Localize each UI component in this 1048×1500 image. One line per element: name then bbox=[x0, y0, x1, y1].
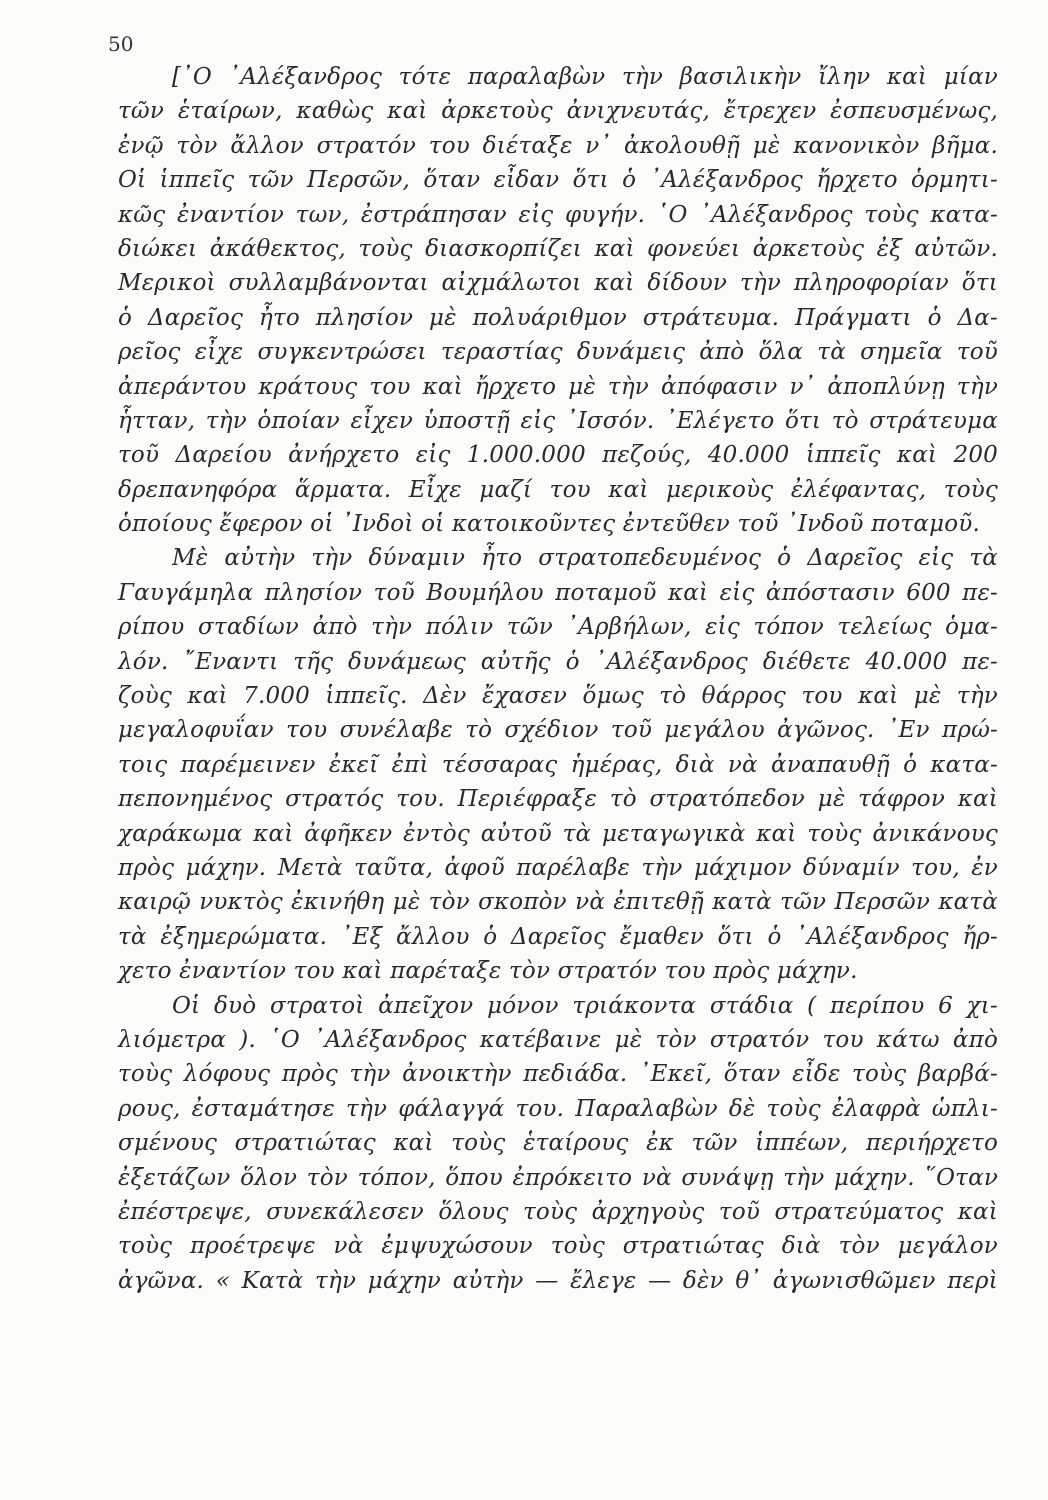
text-line: ρους, ἐσταμάτησε τὴν φάλαγγά του. Παραλαβὼν δὲ τοὺς ἐλαφρὰ ὡπλι- bbox=[118, 1095, 998, 1122]
text-line: ρεῖος εἶχε συγκεντρώσει τεραστίας δυνάμεις ἀπὸ ὅλα τὰ σημεῖα τοῦ bbox=[118, 339, 998, 366]
text-line: ἀπεράντου κράτους του καὶ ἤρχετο μὲ τὴν ἀπόφασιν ν᾿ ἀποπλύνῃ τὴν bbox=[118, 373, 998, 400]
text-line: [᾿Ο ᾿Αλέξανδρος τότε παραλαβὼν τὴν βασιλικὴν ἴλην καὶ μίαν bbox=[172, 64, 998, 90]
body-text bbox=[118, 60, 998, 1298]
text-line: ἀγῶνα. « Κατὰ τὴν μάχην αὐτὴν — ἔλεγε — δὲν θ᾿ ἀγωνισθῶμεν περὶ bbox=[118, 1267, 998, 1294]
text-line: χαράκωμα καὶ ἀφῆκεν ἐντὸς αὐτοῦ τὰ μεταγωγικὰ καὶ τοὺς ἀνικάνους bbox=[118, 820, 998, 847]
text-line: Οἱ δυὸ στρατοὶ ἀπεῖχον μόνον τριάκοντα στάδια ( περίπου 6 χι- bbox=[172, 992, 998, 1019]
text-line: ἐπέστρεψε, συνεκάλεσεν ὅλους τοὺς ἀρχηγοὺς τοῦ στρατεύματος καὶ bbox=[118, 1198, 998, 1225]
text-line: ἧτταν, τὴν ὁποίαν εἶχεν ὑποστῇ εἰς ᾿Ισσόν. ᾿Ελέγετο ὅτι τὸ στράτευμα bbox=[118, 407, 998, 434]
text-line: Οἱ ἱππεῖς τῶν Περσῶν, ὅταν εἶδαν ὅτι ὁ ᾿Αλέξανδρος ἤρχετο ὁρμητι- bbox=[118, 167, 998, 194]
text-line: πρὸς μάχην. Μετὰ ταῦτα, ἀφοῦ παρέλαβε τὴν μάχιμον δύναμίν του, ἐν bbox=[118, 854, 998, 881]
text-line: ρίπου σταδίων ἀπὸ τὴν πόλιν τῶν ᾿Αρβήλων, εἰς τόπον τελείως ὁμα- bbox=[118, 614, 998, 641]
text-line: ζοὺς καὶ 7.000 ἱππεῖς. Δὲν ἔχασεν ὅμως τὸ θάρρος του καὶ μὲ τὴν bbox=[118, 683, 998, 710]
text-line: τῶν ἑταίρων, καθὼς καὶ ἀρκετοὺς ἀνιχνευτάς, ἔτρεχεν ἐσπευσμένως, bbox=[118, 98, 998, 125]
text-line: τοις παρέμεινεν ἐκεῖ ἐπὶ τέσσαρας ἡμέρας, διὰ νὰ ἀναπαυθῇ ὁ κατα- bbox=[118, 751, 998, 778]
page-number: 50 bbox=[108, 32, 134, 56]
text-line: τοῦ Δαρείου ἀνήρχετο εἰς 1.000.000 πεζούς, 40.000 ἱππεῖς καὶ 200 bbox=[118, 442, 998, 469]
text-line: δρεπανηφόρα ἅρματα. Εἶχε μαζί του καὶ μερικοὺς ἐλέφαντας, τοὺς bbox=[118, 476, 998, 503]
text-line: τοὺς προέτρεψε νὰ ἐμψυχώσουν τοὺς στρατιώτας διὰ τὸν μεγάλον bbox=[118, 1233, 998, 1260]
text-line: ὁποίους ἔφερον οἱ ᾿Ινδοὶ οἱ κατοικοῦντες ἐντεῦθεν τοῦ ᾿Ινδοῦ ποταμοῦ. bbox=[118, 511, 980, 538]
text-line: Μερικοὶ συλλαμβάνονται αἰχμάλωτοι καὶ δίδουν τὴν πληροφορίαν ὅτι bbox=[118, 270, 998, 297]
text-line: τὰ ἐξημερώματα. ᾿Εξ ἄλλου ὁ Δαρεῖος ἔμαθεν ὅτι ὁ ᾿Αλέξανδρος ἤρ- bbox=[118, 923, 998, 950]
text-line: σμένους στρατιώτας καὶ τοὺς ἑταίρους ἐκ τῶν ἱππέων, περιήρχετο bbox=[118, 1130, 998, 1157]
text-line: Γαυγάμηλα πλησίον τοῦ Βουμήλου ποταμοῦ καὶ εἰς ἀπόστασιν 600 πε- bbox=[118, 579, 998, 606]
text-line: λόν. ῎Εναντι τῆς δυνάμεως αὐτῆς ὁ ᾿Αλέξανδρος διέθετε 40.000 πε- bbox=[118, 648, 998, 675]
text-line: ἐνῷ τὸν ἄλλον στρατόν του διέταξε ν᾿ ἀκολουθῇ μὲ κανονικὸν βῆμα. bbox=[118, 132, 998, 159]
text-line: λιόμετρα ). ῾Ο ᾿Αλέξανδρος κατέβαινε μὲ τὸν στρατόν του κάτω ἀπὸ bbox=[118, 1026, 998, 1053]
text-line: χετο ἐναντίον του καὶ παρέταξε τὸν στρατόν του πρὸς μάχην. bbox=[118, 958, 858, 985]
text-line: μεγαλοφυΐαν του συνέλαβε τὸ σχέδιον τοῦ μεγάλου ἀγῶνος. ᾿Εν πρώ- bbox=[118, 717, 998, 744]
text-line: ὁ Δαρεῖος ἦτο πλησίον μὲ πολυάριθμον στράτευμα. Πράγματι ὁ Δα- bbox=[118, 304, 998, 331]
text-line: τοὺς λόφους πρὸς τὴν ἀνοικτὴν πεδιάδα. ᾿Εκεῖ, ὅταν εἶδε τοὺς βαρβά- bbox=[118, 1061, 998, 1088]
text-line: ἐξετάζων ὅλον τὸν τόπον, ὅπου ἐπρόκειτο νὰ συνάψῃ τὴν μάχην. ῞Οταν bbox=[118, 1164, 998, 1191]
text-line: καιρῷ νυκτὸς ἐκινήθη μὲ τὸν σκοπὸν νὰ ἐπιτεθῇ κατὰ τῶν Περσῶν κατὰ bbox=[118, 889, 998, 916]
text-line: κῶς ἐναντίον των, ἐστράπησαν εἰς φυγήν. ῾Ο ᾿Αλέξανδρος τοὺς κατα- bbox=[118, 201, 998, 228]
text-line: διώκει ἀκάθεκτος, τοὺς διασκορπίζει καὶ φονεύει ἀρκετοὺς ἐξ αὐτῶν. bbox=[118, 235, 998, 262]
text-line: Μὲ αὐτὴν τὴν δύναμιν ἦτο στρατοπεδευμένος ὁ Δαρεῖος εἰς τὰ bbox=[172, 545, 998, 572]
text-line: πεπονημένος στρατός του. Περιέφραξε τὸ στρατόπεδον μὲ τάφρον καὶ bbox=[118, 786, 998, 813]
